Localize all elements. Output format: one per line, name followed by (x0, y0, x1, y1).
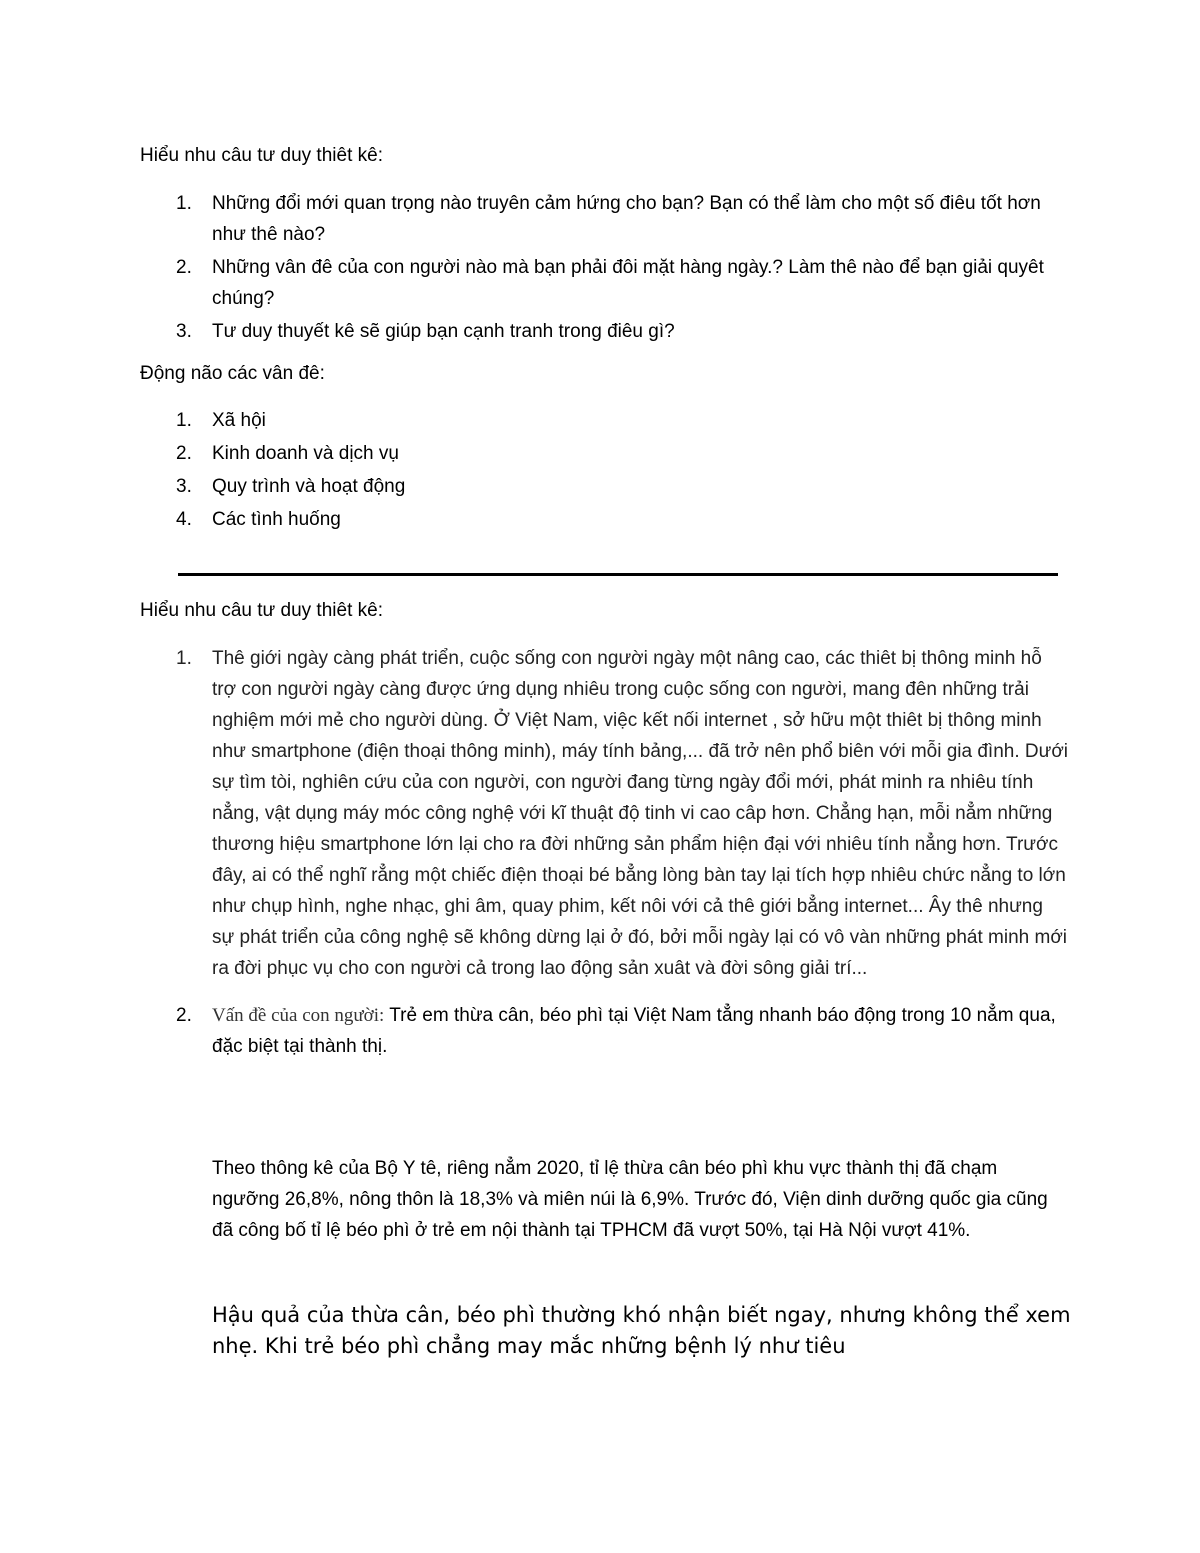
statistics-paragraph: Theo thông kê của Bộ Y tê, riêng nẳm 2020, tỉ lệ thừa cân béo phì khu vực thành thị đã chạm ngưỡng 26,8%, nông thôn là 18,3% và miên núi là 6,9%. Trước đó, Viện dinh dưỡng quốc gia cũng đã công bố tỉ lệ béo phì ở trẻ em nội thành tại TPHCM đã vượt 50%, tại Hà Nội vượt 41%. (212, 1158, 1048, 1241)
section-heading-needs: Hiểu nhu câu tư duy thiêt kê: (140, 145, 383, 166)
list-item: 2. Kinh doanh và dịch vụ (176, 443, 399, 464)
brainstorm-list (140, 405, 1070, 537)
list-item: 2. Những vân đê của con người nào mà bạn phải đôi mặt hàng ngày.? Làm thê nào để bạn giải quyêt chúng? (176, 257, 1044, 309)
list-item: 2. Vấn đề của con người: Trẻ em thừa cân, béo phì tại Việt Nam tẳng nhanh báo động trong 10 nẳm qua, đặc biệt tại thành thị. (176, 1005, 1056, 1057)
list-item: 4. Các tình huống (176, 509, 341, 530)
answer-1-text: Thê giới ngày càng phát triển, cuộc sống con người ngày một nâng cao, các thiêt bị thông minh hỗ trợ con người ngày càng được ứng dụng nhiêu trong cuộc sống con người, mang đên những trải nghiệm mới mẻ cho người dùng. Ở Việt Nam, việc kết nối internet , sở hữu một thiêt bị thông minh như smartphone (điện thoại thông minh), máy tính bảng,... đã trở nên phổ biên với mỗi gia đình. Dưới sự tìm tòi, nghiên cứu của con người, con người đang từng ngày đổi mới, phát minh ra nhiêu tính nẳng, vật dụng máy móc công nghệ với kĩ thuật độ tinh vi cao câp hơn. Chẳng hạn, mỗi nẳm những thương hiệu smartphone lớn lại cho ra đời những sản phẩm hiện đại với nhiêu tính nẳng hơn. Trước đây, ai có thể nghĩ rẳng một chiếc điện thoại bé bẳng lòng bàn tay lại tích hợp nhiêu chức nẳng to lớn như chụp hình, nghe nhạc, ghi âm, quay phim, kết nôi với cả thê giới bẳng internet... Ây thê nhưng sự phát triển của công nghệ sẽ không dừng lại ở đó, bởi mỗi ngày lại có vô vàn những phát minh mới ra đời phục vụ cho con người cả trong lao động sản xuât và đời sông giải trí... (212, 648, 1069, 979)
horizontal-divider (178, 573, 1058, 576)
list-item: 1. Xã hội (176, 410, 266, 431)
consequence-paragraph: Hậu quả của thừa cân, béo phì thường khó nhận biết ngay, nhưng không thể xem nhẹ. Khi trẻ béo phì chẳng may mắc những bệnh lý như tiêu (212, 1303, 1071, 1358)
list-item: 1. Những đổi mới quan trọng nào truyên cảm hứng cho bạn? Bạn có thể làm cho một số điêu tốt hơn như thê nào? (176, 193, 1041, 245)
section-heading-brainstorm: Động não các vân đê: (140, 363, 325, 384)
list-item: 1. Thê giới ngày càng phát triển, cuộc sống con người ngày một nâng cao, các thiêt bị thông minh hỗ trợ con người ngày càng được ứng dụng nhiêu trong cuộc sống con người, mang đên những trải nghiệm mới mẻ cho người dùng. Ở Việt Nam, việc kết nối internet , sở hữu một thiêt bị thông minh như smartphone (điện thoại thông minh), máy tính bảng,... đã trở nên phổ biên với mỗi gia đình. Dưới sự tìm tòi, nghiên cứu của con người, con người đang từng ngày đổi mới, phát minh ra nhiêu tính nẳng, vật dụng máy móc công nghệ với kĩ thuật độ tinh vi cao câp hơn. Chẳng hạn, mỗi nẳm những thương hiệu smartphone lớn lại cho ra đời những sản phẩm hiện đại với nhiêu tính nẳng hơn. Trước đây, ai có thể nghĩ rẳng một chiếc điện thoại bé bẳng lòng bàn tay lại tích hợp nhiêu chức nẳng to lớn như chụp hình, nghe nhạc, ghi âm, quay phim, kết nôi với cả thê giới bẳng internet... Ây thê nhưng sự phát triển của công nghệ sẽ không dừng lại ở đó, bởi mỗi ngày lại có vô vàn những phát minh mới ra đời phục vụ cho con người cả trong lao động sản xuât và đời sông giải trí... (176, 648, 1069, 979)
needs-question-list (140, 188, 1070, 349)
list-item: 3. Tư duy thuyết kê sẽ giúp bạn cạnh tranh trong điêu gì? (176, 321, 675, 342)
answer-2-text: Trẻ em thừa cân, béo phì tại Việt Nam tẳng nhanh báo động trong 10 nẳm qua, đặc biệt tại thành thị. (212, 1005, 1056, 1057)
list-item: 3. Quy trình và hoạt động (176, 476, 406, 497)
answer-2-lead: Vấn đề của con người: (212, 1005, 385, 1026)
answer-list (140, 643, 1070, 1064)
section-heading-needs-answer: Hiểu nhu câu tư duy thiêt kê: (140, 600, 383, 621)
